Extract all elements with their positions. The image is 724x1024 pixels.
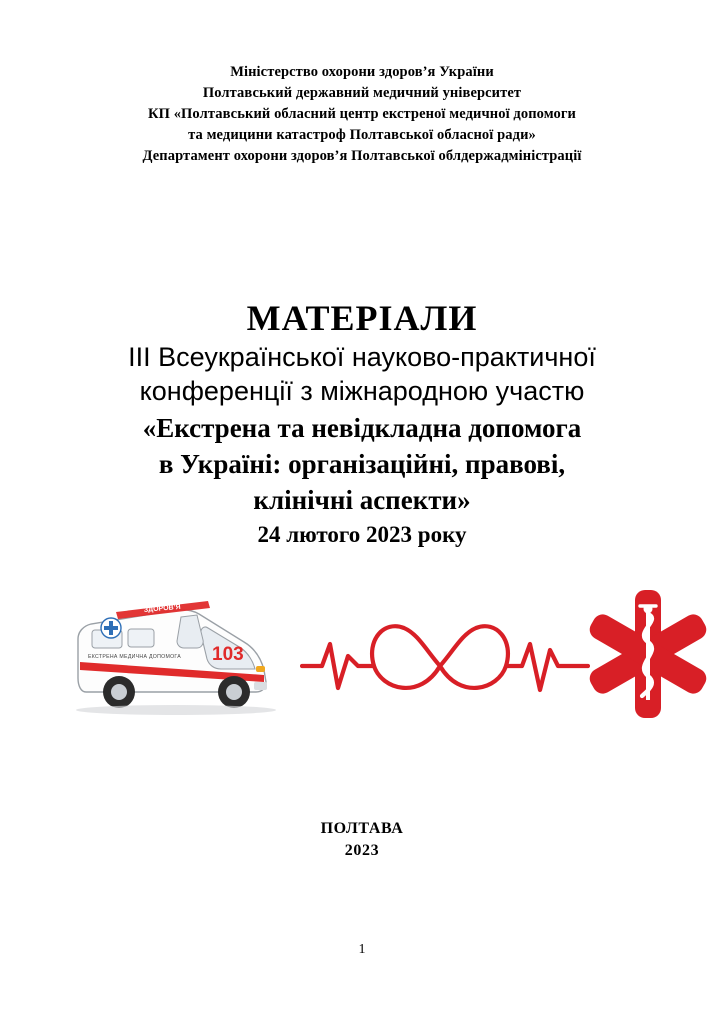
ambulance-icon	[58, 582, 293, 732]
conference-line-2: конференції з міжнародною участю	[139, 376, 585, 406]
header-line-2: Полтавський державний медичний університет	[202, 85, 522, 101]
theme-line-2: в Україні: організаційні, правові,	[158, 449, 566, 479]
title-block	[0, 296, 724, 550]
header-line-4: та медицини катастроф Полтавської обласної ради»	[188, 127, 536, 143]
document-header	[0, 62, 724, 167]
ambulance-roof-text: ЗДОРОВ’Я	[143, 603, 181, 614]
footer-year: 2023	[344, 842, 380, 859]
theme-line-3: клінічні аспекти»	[253, 485, 471, 515]
page-number: 1	[358, 942, 366, 957]
footer-city: ПОЛТАВА	[320, 820, 404, 837]
header-line-1: Міністерство охорони здоров’я України	[230, 64, 494, 80]
header-line-3: КП «Полтавський обласний центр екстреної медичної допомоги	[147, 106, 577, 122]
header-line-5: Департамент охорони здоров’я Полтавської облдержадміністрації	[142, 148, 582, 164]
star-of-life-icon	[588, 584, 708, 724]
cover-illustration	[0, 572, 724, 742]
theme-line-1: «Екстрена та невідкладна допомога	[142, 413, 582, 443]
ecg-heartbeat-icon	[300, 604, 590, 714]
page-title: МАТЕРІАЛИ	[246, 298, 478, 338]
conference-line-1: III Всеукраїнської науково-практичної	[128, 342, 596, 372]
conference-date: 24 лютого 2023 року	[257, 522, 467, 547]
ambulance-emergency-number: 103	[212, 644, 244, 665]
ambulance-side-text: ЕКСТРЕНА МЕДИЧНА ДОПОМОГА	[88, 654, 181, 660]
document-footer	[0, 818, 724, 862]
